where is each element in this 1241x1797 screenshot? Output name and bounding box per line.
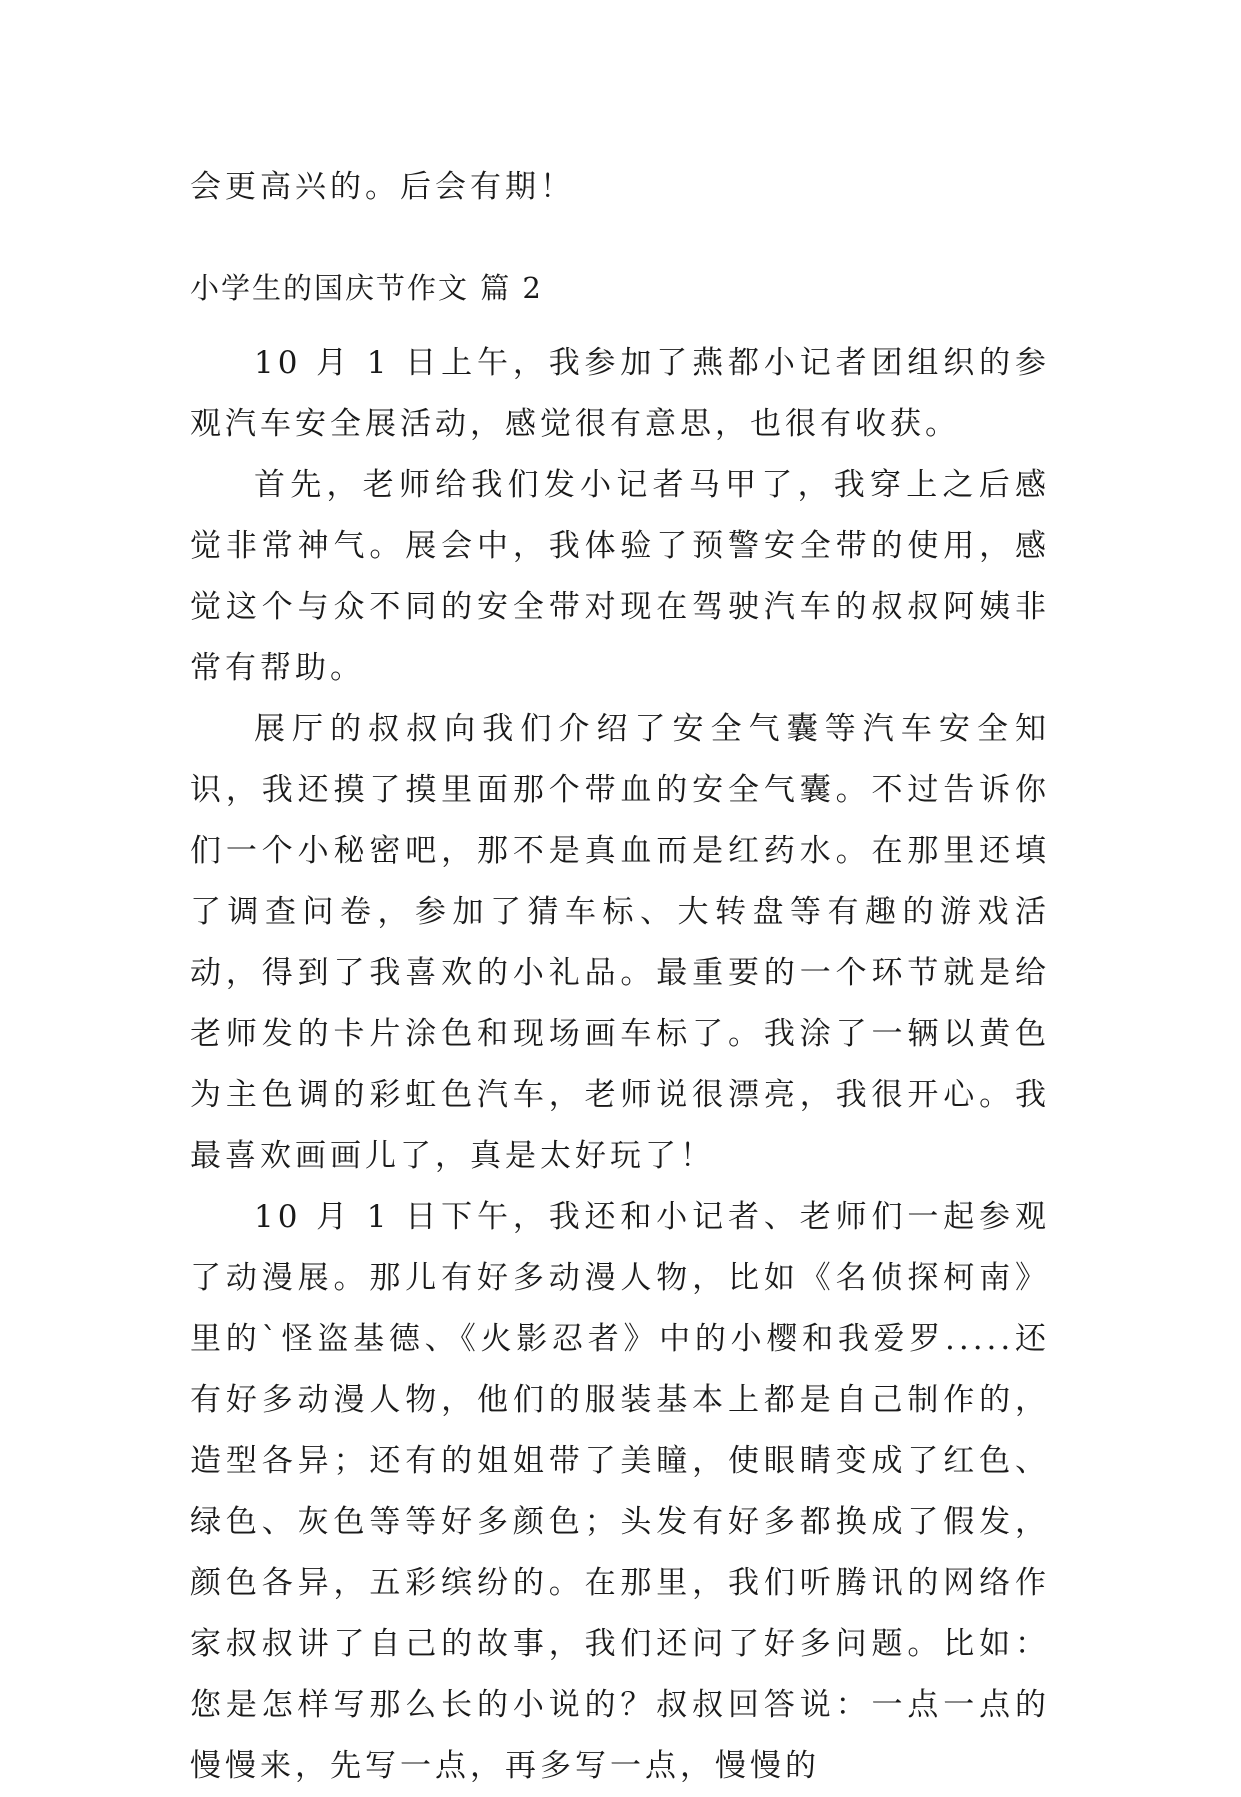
carryover-line: 会更高兴的。后会有期！ (190, 169, 575, 205)
paragraph: 首先，老师给我们发小记者马甲了，我穿上之后感觉非常神气。展会中，我体验了预警安全带的使用，感觉这个与众不同的安全带对现在驾驶汽车的叔叔阿姨非常有帮助。 (190, 467, 1050, 686)
paragraph: 10 月 1 日下午，我还和小记者、老师们一起参观了动漫展。那儿有好多动漫人物，比如《名侦探柯南》里的`怪盗基德、《火影忍者》中的小樱和我爱罗.....还有好多动漫人物，他们的服装基本上都是自己制作的，造型各异；还有的姐姐带了美瞳，使眼睛变成了红色、绿色、灰色等等好多颜色；头发有好多都换成了假发，颜色各异，五彩缤纷的。在那里，我们听腾讯的网络作家叔叔讲了自己的故事，我们还问了好多问题。比如：您是怎样写那么长的小说的？叔叔回答说：一点一点的慢慢来，先写一点，再多写一点，慢慢的 (190, 1199, 1050, 1784)
paragraph: 10 月 1 日上午，我参加了燕都小记者团组织的参观汽车安全展活动，感觉很有意思，也很有收获。 (190, 345, 1050, 442)
paragraph: 展厅的叔叔向我们介绍了安全气囊等汽车安全知识，我还摸了摸里面那个带血的安全气囊。不过告诉你们一个小秘密吧，那不是真血而是红药水。在那里还填了调查问卷，参加了猜车标、大转盘等有趣的游戏活动，得到了我喜欢的小礼品。最重要的一个环节就是给老师发的卡片涂色和现场画车标了。我涂了一辆以黄色为主色调的彩虹色汽车，老师说很漂亮，我很开心。我最喜欢画画儿了，真是太好玩了！ (190, 711, 1050, 1174)
essay-body (190, 333, 1050, 1797)
section-title: 小学生的国庆节作文 篇 2 (190, 271, 543, 305)
